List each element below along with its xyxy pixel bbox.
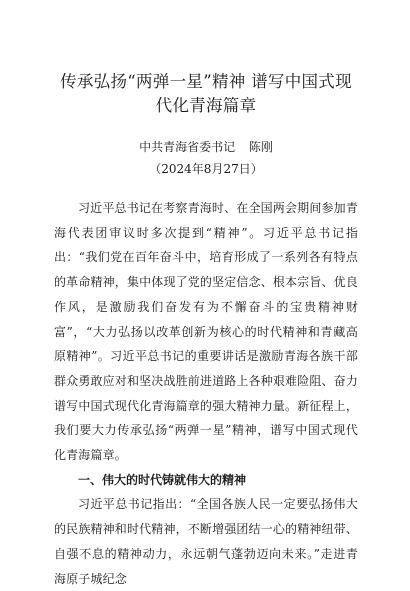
section-paragraph: 习近平总书记指出：“全国各族人民一定要弘扬伟大的民族精神和时代精神，不断增强团结一心的精神纽带、自强不息的精神动力，永远朝气蓬勃迈向未来。”走进青海原子城纪念 <box>54 497 358 586</box>
document-title: 传承弘扬“两弹一星”精神 谱写中国式现代化青海篇章 <box>60 72 352 115</box>
body-paragraph: 习近平总书记在考察青海时、在全国两会期间参加青海代表团审议时多次提到“精神”。习近平总书记指出：“我们党在百年奋斗中，培育形成了一系列各有特点的革命精神，集中体现了党的坚定信念、根本宗旨、优良作风，是激励我们奋发有为不懈奋斗的宝贵精神财富”，“大力弘扬以改革创新为核心的时代精神和青藏高原精神”。习近平总书记的重要讲话是激励青海各族干部群众勇敢应对和坚决战胜前进道路上各种艰难险阻、奋力谱写中国式现代化青海篇章的强大精神力量。新征程上，我们要大力传承弘扬“两弹一星”精神，谱写中国式现代化青海篇章。 <box>54 201 358 463</box>
section-heading: 一、伟大的时代铸就伟大的精神 <box>78 472 247 487</box>
document-date: （2024年8月27日） <box>149 162 263 176</box>
document-author: 中共青海省委书记 陈刚 <box>139 140 273 154</box>
